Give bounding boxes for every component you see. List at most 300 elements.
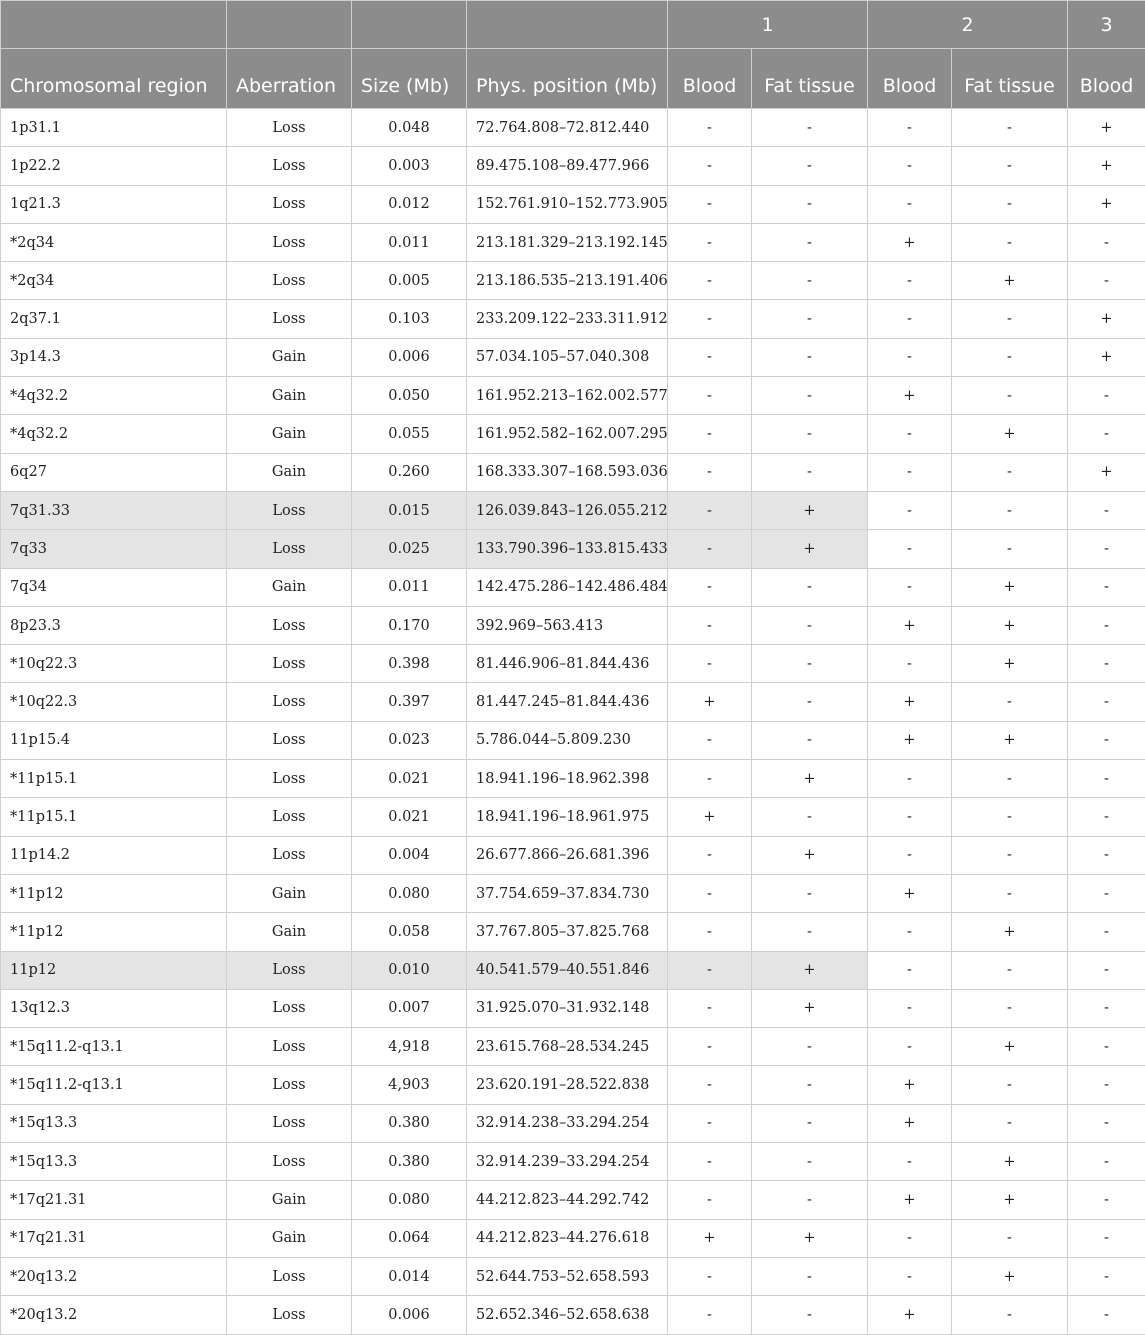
- column-header-fat-tissue-1: Fat tissue: [752, 49, 868, 109]
- cell-blood-3: -: [1068, 645, 1145, 683]
- cell-blood-3: +: [1068, 300, 1145, 338]
- cell-blood-3: -: [1068, 1143, 1145, 1181]
- cell-chromosomal-region: *15q13.3: [1, 1143, 227, 1181]
- cell-blood-2: +: [868, 1296, 952, 1334]
- cell-size: 0.012: [352, 185, 467, 223]
- header-blank-cell: [352, 1, 467, 49]
- cell-fat-tissue-2: +: [952, 913, 1068, 951]
- cell-chromosomal-region: *15q11.2-q13.1: [1, 1028, 227, 1066]
- cell-aberration: Loss: [227, 223, 352, 261]
- cell-aberration: Gain: [227, 377, 352, 415]
- cell-size: 0.014: [352, 1257, 467, 1295]
- cell-blood-3: -: [1068, 223, 1145, 261]
- cell-aberration: Loss: [227, 951, 352, 989]
- cell-position: 142.475.286–142.486.484: [467, 568, 668, 606]
- cell-size: 4,903: [352, 1066, 467, 1104]
- cell-fat-tissue-2: -: [952, 338, 1068, 376]
- cell-aberration: Loss: [227, 721, 352, 759]
- cell-blood-1: -: [668, 530, 752, 568]
- cell-size: 0.006: [352, 338, 467, 376]
- cell-blood-3: -: [1068, 913, 1145, 951]
- cell-size: 0.011: [352, 568, 467, 606]
- cell-fat-tissue-2: +: [952, 262, 1068, 300]
- cell-fat-tissue-1: -: [752, 1143, 868, 1181]
- cell-blood-1: -: [668, 645, 752, 683]
- table-row: [1, 568, 1145, 606]
- cell-aberration: Loss: [227, 1028, 352, 1066]
- cell-blood-1: -: [668, 262, 752, 300]
- cell-blood-2: +: [868, 874, 952, 912]
- cell-blood-3: -: [1068, 1181, 1145, 1219]
- cell-position: 31.925.070–31.932.148: [467, 989, 668, 1027]
- column-header-aberration: Aberration: [227, 49, 352, 109]
- cell-size: 0.003: [352, 147, 467, 185]
- cell-blood-1: -: [668, 951, 752, 989]
- cell-blood-2: -: [868, 262, 952, 300]
- cell-fat-tissue-2: -: [952, 989, 1068, 1027]
- header-blank-cell: [1, 1, 227, 49]
- cell-position: 18.941.196–18.962.398: [467, 760, 668, 798]
- cell-size: 0.025: [352, 530, 467, 568]
- cell-position: 168.333.307–168.593.036: [467, 453, 668, 491]
- cell-blood-1: +: [668, 798, 752, 836]
- cell-blood-2: -: [868, 491, 952, 529]
- cell-position: 52.652.346–52.658.638: [467, 1296, 668, 1334]
- table-row: [1, 606, 1145, 644]
- cell-position: 23.615.768–28.534.245: [467, 1028, 668, 1066]
- cell-size: 0.380: [352, 1104, 467, 1142]
- column-header-position: Phys. position (Mb): [467, 49, 668, 109]
- cell-aberration: Loss: [227, 1257, 352, 1295]
- column-header-fat-tissue-2: Fat tissue: [952, 49, 1068, 109]
- cell-aberration: Loss: [227, 836, 352, 874]
- cell-aberration: Gain: [227, 874, 352, 912]
- cell-blood-1: -: [668, 453, 752, 491]
- cell-chromosomal-region: 1q21.3: [1, 185, 227, 223]
- cell-blood-1: -: [668, 760, 752, 798]
- cell-blood-1: +: [668, 1219, 752, 1257]
- cell-fat-tissue-1: -: [752, 338, 868, 376]
- table-row: [1, 300, 1145, 338]
- cell-blood-3: -: [1068, 1296, 1145, 1334]
- cell-fat-tissue-2: +: [952, 1028, 1068, 1066]
- cell-fat-tissue-1: -: [752, 1296, 868, 1334]
- cell-blood-2: -: [868, 913, 952, 951]
- cell-aberration: Gain: [227, 913, 352, 951]
- table-row: [1, 645, 1145, 683]
- cell-position: 213.181.329–213.192.145: [467, 223, 668, 261]
- cell-blood-1: -: [668, 874, 752, 912]
- cell-fat-tissue-2: +: [952, 721, 1068, 759]
- cell-position: 161.952.582–162.007.295: [467, 415, 668, 453]
- cell-blood-2: -: [868, 338, 952, 376]
- table-row: [1, 147, 1145, 185]
- cell-chromosomal-region: 7q34: [1, 568, 227, 606]
- cell-fat-tissue-1: +: [752, 1219, 868, 1257]
- cell-fat-tissue-2: -: [952, 530, 1068, 568]
- cell-blood-3: -: [1068, 1219, 1145, 1257]
- cell-position: 18.941.196–18.961.975: [467, 798, 668, 836]
- cell-blood-3: +: [1068, 185, 1145, 223]
- cell-position: 5.786.044–5.809.230: [467, 721, 668, 759]
- table-row: [1, 836, 1145, 874]
- cell-blood-2: -: [868, 645, 952, 683]
- cell-blood-3: -: [1068, 1257, 1145, 1295]
- cell-fat-tissue-1: -: [752, 1181, 868, 1219]
- cell-blood-2: -: [868, 798, 952, 836]
- cell-size: 0.048: [352, 109, 467, 147]
- cell-chromosomal-region: 6q27: [1, 453, 227, 491]
- cell-fat-tissue-2: +: [952, 1181, 1068, 1219]
- table-header: [1, 1, 1145, 109]
- cell-blood-3: -: [1068, 1066, 1145, 1104]
- cell-fat-tissue-2: -: [952, 951, 1068, 989]
- cell-size: 0.006: [352, 1296, 467, 1334]
- cell-aberration: Loss: [227, 262, 352, 300]
- cell-blood-1: -: [668, 1104, 752, 1142]
- cell-fat-tissue-1: -: [752, 415, 868, 453]
- cell-position: 161.952.213–162.002.577: [467, 377, 668, 415]
- cell-blood-2: +: [868, 1181, 952, 1219]
- cell-position: 133.790.396–133.815.433: [467, 530, 668, 568]
- cell-blood-1: -: [668, 606, 752, 644]
- cell-size: 0.023: [352, 721, 467, 759]
- cell-aberration: Loss: [227, 530, 352, 568]
- table-row: [1, 415, 1145, 453]
- cell-size: 0.080: [352, 874, 467, 912]
- cell-position: 89.475.108–89.477.966: [467, 147, 668, 185]
- cell-blood-2: +: [868, 1066, 952, 1104]
- cell-size: 0.064: [352, 1219, 467, 1257]
- cell-blood-3: -: [1068, 377, 1145, 415]
- cell-blood-3: -: [1068, 683, 1145, 721]
- cell-fat-tissue-2: +: [952, 1143, 1068, 1181]
- cell-position: 32.914.238–33.294.254: [467, 1104, 668, 1142]
- cell-fat-tissue-1: -: [752, 683, 868, 721]
- table-row: [1, 798, 1145, 836]
- cell-position: 52.644.753–52.658.593: [467, 1257, 668, 1295]
- cell-blood-3: -: [1068, 721, 1145, 759]
- cell-blood-3: -: [1068, 415, 1145, 453]
- cell-chromosomal-region: *11p12: [1, 913, 227, 951]
- table-row: [1, 453, 1145, 491]
- cell-fat-tissue-1: -: [752, 645, 868, 683]
- cell-aberration: Loss: [227, 989, 352, 1027]
- cell-size: 0.058: [352, 913, 467, 951]
- cell-fat-tissue-1: -: [752, 1104, 868, 1142]
- cell-aberration: Loss: [227, 760, 352, 798]
- cell-position: 40.541.579–40.551.846: [467, 951, 668, 989]
- cell-blood-2: -: [868, 760, 952, 798]
- cell-fat-tissue-1: -: [752, 453, 868, 491]
- cell-aberration: Gain: [227, 568, 352, 606]
- cell-blood-1: -: [668, 1181, 752, 1219]
- cell-aberration: Gain: [227, 1219, 352, 1257]
- table-row: [1, 491, 1145, 529]
- cell-blood-3: +: [1068, 147, 1145, 185]
- cell-size: 0.010: [352, 951, 467, 989]
- cell-chromosomal-region: *11p15.1: [1, 760, 227, 798]
- column-header-blood-3: Blood: [1068, 49, 1145, 109]
- cell-size: 0.011: [352, 223, 467, 261]
- cell-fat-tissue-1: -: [752, 300, 868, 338]
- cell-size: 0.015: [352, 491, 467, 529]
- cell-size: 0.005: [352, 262, 467, 300]
- cell-blood-3: -: [1068, 262, 1145, 300]
- table-row: [1, 530, 1145, 568]
- cell-fat-tissue-2: +: [952, 1257, 1068, 1295]
- cell-blood-2: -: [868, 836, 952, 874]
- cell-blood-2: -: [868, 453, 952, 491]
- cell-fat-tissue-1: +: [752, 530, 868, 568]
- table-row: [1, 338, 1145, 376]
- cell-blood-1: -: [668, 147, 752, 185]
- cell-chromosomal-region: 11p15.4: [1, 721, 227, 759]
- cell-fat-tissue-2: +: [952, 606, 1068, 644]
- cell-fat-tissue-2: -: [952, 798, 1068, 836]
- header-column-row: [1, 49, 1145, 109]
- table-row: [1, 185, 1145, 223]
- cell-position: 126.039.843–126.055.212: [467, 491, 668, 529]
- cell-fat-tissue-1: -: [752, 147, 868, 185]
- cell-chromosomal-region: *17q21.31: [1, 1219, 227, 1257]
- cell-size: 0.007: [352, 989, 467, 1027]
- cell-blood-3: -: [1068, 989, 1145, 1027]
- cell-fat-tissue-2: -: [952, 1104, 1068, 1142]
- cell-fat-tissue-1: -: [752, 377, 868, 415]
- table-row: [1, 1296, 1145, 1334]
- cell-chromosomal-region: 11p14.2: [1, 836, 227, 874]
- cell-fat-tissue-2: -: [952, 109, 1068, 147]
- cell-blood-1: -: [668, 1143, 752, 1181]
- cell-blood-2: +: [868, 683, 952, 721]
- cell-chromosomal-region: 1p22.2: [1, 147, 227, 185]
- cell-fat-tissue-2: +: [952, 645, 1068, 683]
- cell-aberration: Loss: [227, 109, 352, 147]
- cell-fat-tissue-1: +: [752, 836, 868, 874]
- cell-aberration: Loss: [227, 1296, 352, 1334]
- cell-chromosomal-region: *17q21.31: [1, 1181, 227, 1219]
- cell-position: 213.186.535–213.191.406: [467, 262, 668, 300]
- cell-blood-2: -: [868, 568, 952, 606]
- cell-blood-2: -: [868, 109, 952, 147]
- cell-aberration: Loss: [227, 185, 352, 223]
- column-header-chromosomal-region: Chromosomal region: [1, 49, 227, 109]
- cell-blood-3: -: [1068, 1104, 1145, 1142]
- cell-aberration: Loss: [227, 491, 352, 529]
- cell-blood-3: +: [1068, 109, 1145, 147]
- table-row: [1, 1028, 1145, 1066]
- cell-blood-2: +: [868, 721, 952, 759]
- cell-position: 72.764.808–72.812.440: [467, 109, 668, 147]
- cell-chromosomal-region: *15q11.2-q13.1: [1, 1066, 227, 1104]
- table-row: [1, 874, 1145, 912]
- cell-blood-2: -: [868, 1219, 952, 1257]
- cell-fat-tissue-2: -: [952, 1219, 1068, 1257]
- cell-aberration: Loss: [227, 300, 352, 338]
- cell-aberration: Loss: [227, 645, 352, 683]
- cell-fat-tissue-2: -: [952, 1296, 1068, 1334]
- cell-fat-tissue-1: -: [752, 185, 868, 223]
- cell-fat-tissue-1: -: [752, 262, 868, 300]
- cell-blood-1: -: [668, 721, 752, 759]
- cell-blood-3: +: [1068, 453, 1145, 491]
- cell-blood-1: -: [668, 338, 752, 376]
- cell-position: 392.969–563.413: [467, 606, 668, 644]
- cell-blood-2: -: [868, 185, 952, 223]
- cell-blood-2: -: [868, 989, 952, 1027]
- cell-fat-tissue-2: -: [952, 836, 1068, 874]
- table-row: [1, 760, 1145, 798]
- cell-fat-tissue-1: -: [752, 1257, 868, 1295]
- table-row: [1, 262, 1145, 300]
- cell-blood-1: -: [668, 568, 752, 606]
- cell-fat-tissue-2: -: [952, 491, 1068, 529]
- cell-fat-tissue-1: -: [752, 606, 868, 644]
- cell-size: 0.021: [352, 798, 467, 836]
- cell-blood-1: -: [668, 836, 752, 874]
- header-group-row: [1, 1, 1145, 49]
- cell-blood-2: -: [868, 300, 952, 338]
- table-row: [1, 1219, 1145, 1257]
- cell-blood-2: -: [868, 1028, 952, 1066]
- cell-blood-3: +: [1068, 338, 1145, 376]
- column-header-size: Size (Mb): [352, 49, 467, 109]
- cell-blood-3: -: [1068, 568, 1145, 606]
- cell-fat-tissue-2: -: [952, 185, 1068, 223]
- table-row: [1, 377, 1145, 415]
- cell-fat-tissue-1: -: [752, 1066, 868, 1104]
- cell-chromosomal-region: 11p12: [1, 951, 227, 989]
- cell-fat-tissue-1: -: [752, 568, 868, 606]
- cell-aberration: Loss: [227, 1066, 352, 1104]
- cell-blood-1: -: [668, 491, 752, 529]
- cell-blood-3: -: [1068, 606, 1145, 644]
- cell-aberration: Loss: [227, 1104, 352, 1142]
- table-row: [1, 1143, 1145, 1181]
- table-row: [1, 913, 1145, 951]
- cell-position: 23.620.191–28.522.838: [467, 1066, 668, 1104]
- cell-chromosomal-region: *20q13.2: [1, 1296, 227, 1334]
- cell-chromosomal-region: *15q13.3: [1, 1104, 227, 1142]
- cell-blood-1: -: [668, 913, 752, 951]
- table-row: [1, 1066, 1145, 1104]
- header-blank-cell: [227, 1, 352, 49]
- cell-blood-1: -: [668, 415, 752, 453]
- cell-chromosomal-region: *4q32.2: [1, 377, 227, 415]
- cell-blood-2: -: [868, 951, 952, 989]
- cell-fat-tissue-2: -: [952, 1066, 1068, 1104]
- cell-fat-tissue-2: -: [952, 223, 1068, 261]
- cell-fat-tissue-2: -: [952, 453, 1068, 491]
- cell-blood-3: -: [1068, 874, 1145, 912]
- cell-chromosomal-region: *2q34: [1, 262, 227, 300]
- cell-position: 32.914.239–33.294.254: [467, 1143, 668, 1181]
- cell-fat-tissue-1: -: [752, 223, 868, 261]
- cell-size: 0.170: [352, 606, 467, 644]
- table-row: [1, 1257, 1145, 1295]
- cell-blood-3: -: [1068, 836, 1145, 874]
- cell-blood-3: -: [1068, 760, 1145, 798]
- header-blank-cell: [467, 1, 668, 49]
- cell-position: 37.754.659–37.834.730: [467, 874, 668, 912]
- cell-fat-tissue-1: +: [752, 760, 868, 798]
- cell-fat-tissue-1: -: [752, 1028, 868, 1066]
- cell-blood-1: -: [668, 1066, 752, 1104]
- cell-position: 81.447.245–81.844.436: [467, 683, 668, 721]
- cell-position: 44.212.823–44.276.618: [467, 1219, 668, 1257]
- cell-fat-tissue-2: -: [952, 300, 1068, 338]
- cell-chromosomal-region: 2q37.1: [1, 300, 227, 338]
- cell-fat-tissue-1: +: [752, 491, 868, 529]
- table-row: [1, 109, 1145, 147]
- cell-blood-2: +: [868, 223, 952, 261]
- cell-aberration: Gain: [227, 338, 352, 376]
- cell-blood-1: -: [668, 989, 752, 1027]
- cell-chromosomal-region: *11p12: [1, 874, 227, 912]
- cell-blood-1: -: [668, 1296, 752, 1334]
- cell-fat-tissue-2: +: [952, 568, 1068, 606]
- cell-blood-1: -: [668, 185, 752, 223]
- cell-position: 57.034.105–57.040.308: [467, 338, 668, 376]
- table-row: [1, 683, 1145, 721]
- cell-aberration: Loss: [227, 683, 352, 721]
- cell-aberration: Gain: [227, 415, 352, 453]
- cell-chromosomal-region: 7q33: [1, 530, 227, 568]
- cell-fat-tissue-1: -: [752, 721, 868, 759]
- cell-size: 0.004: [352, 836, 467, 874]
- column-header-blood-2: Blood: [868, 49, 952, 109]
- table-row: [1, 989, 1145, 1027]
- table-row: [1, 223, 1145, 261]
- cell-blood-1: -: [668, 223, 752, 261]
- cell-fat-tissue-1: -: [752, 913, 868, 951]
- cell-position: 81.446.906–81.844.436: [467, 645, 668, 683]
- cell-blood-2: -: [868, 147, 952, 185]
- cell-fat-tissue-2: -: [952, 760, 1068, 798]
- cell-size: 0.021: [352, 760, 467, 798]
- cell-blood-1: -: [668, 1257, 752, 1295]
- cell-size: 0.397: [352, 683, 467, 721]
- cell-blood-2: +: [868, 606, 952, 644]
- cell-chromosomal-region: *4q32.2: [1, 415, 227, 453]
- cell-size: 0.050: [352, 377, 467, 415]
- cell-blood-1: -: [668, 1028, 752, 1066]
- cell-blood-2: -: [868, 1257, 952, 1295]
- cell-blood-2: +: [868, 1104, 952, 1142]
- cell-size: 0.103: [352, 300, 467, 338]
- header-group-1: 1: [668, 1, 868, 49]
- cell-chromosomal-region: *10q22.3: [1, 645, 227, 683]
- cell-chromosomal-region: *11p15.1: [1, 798, 227, 836]
- cell-chromosomal-region: *10q22.3: [1, 683, 227, 721]
- cell-aberration: Loss: [227, 606, 352, 644]
- cell-position: 152.761.910–152.773.905: [467, 185, 668, 223]
- cell-fat-tissue-1: +: [752, 989, 868, 1027]
- cell-size: 0.380: [352, 1143, 467, 1181]
- cell-fat-tissue-1: -: [752, 874, 868, 912]
- cell-chromosomal-region: *20q13.2: [1, 1257, 227, 1295]
- cell-chromosomal-region: 13q12.3: [1, 989, 227, 1027]
- cell-chromosomal-region: 1p31.1: [1, 109, 227, 147]
- cell-blood-1: -: [668, 300, 752, 338]
- cell-size: 0.260: [352, 453, 467, 491]
- cell-size: 4,918: [352, 1028, 467, 1066]
- cell-position: 37.767.805–37.825.768: [467, 913, 668, 951]
- cell-blood-3: -: [1068, 951, 1145, 989]
- cell-chromosomal-region: 8p23.3: [1, 606, 227, 644]
- cell-fat-tissue-2: -: [952, 377, 1068, 415]
